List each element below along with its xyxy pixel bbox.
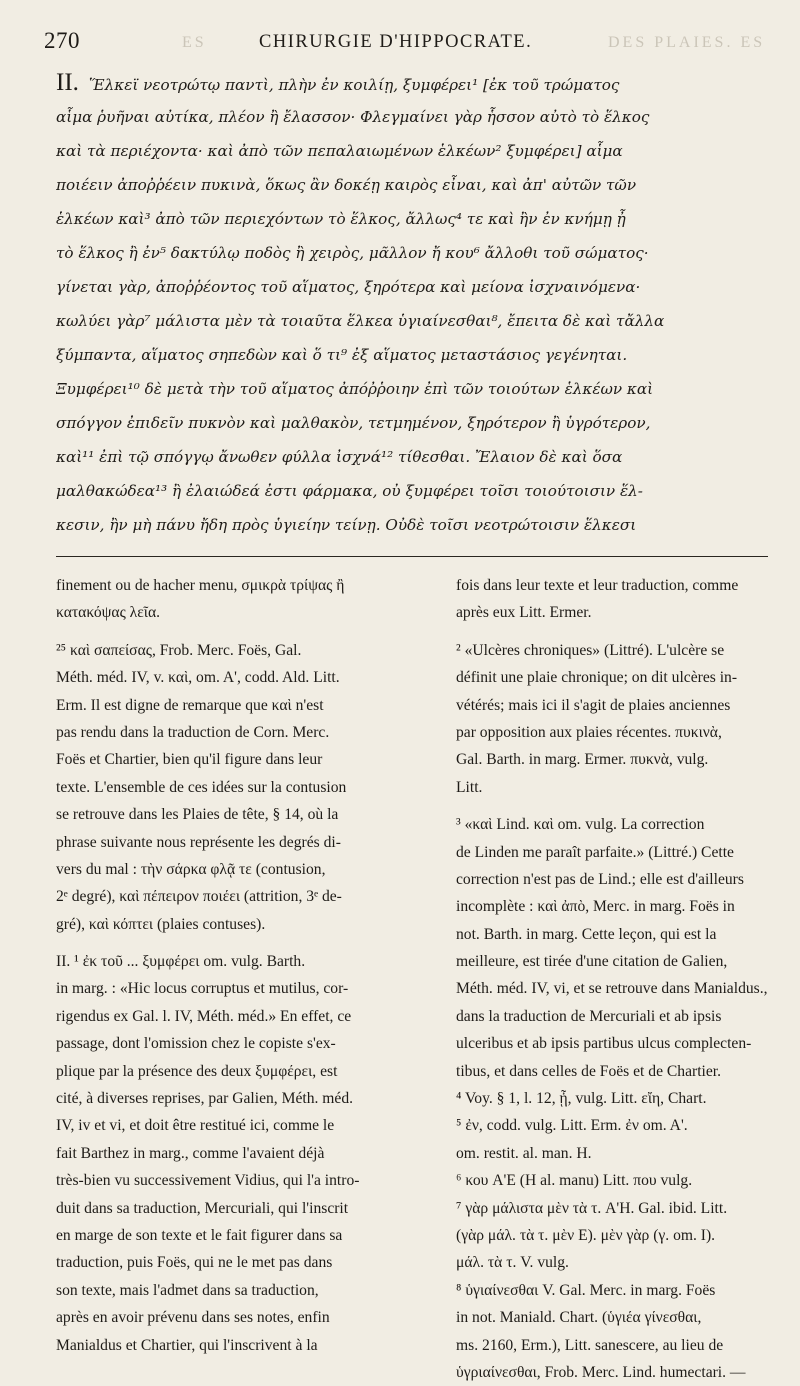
footnote-line: se retrouve dans les Plaies de tête, § 14, où la bbox=[56, 806, 339, 824]
footnote-line: de Linden me paraît parfaite.» (Littré.) Cette bbox=[456, 843, 734, 861]
footnote-line: vers du mal : τὴν σάρκα φλᾷ τε (contusion, bbox=[56, 860, 326, 878]
paragraph-gap bbox=[456, 801, 768, 811]
greek-line: ξύμπαντα, αἵματος σηπεδὼν καὶ ὅ τι⁹ ἐξ αἵματος μεταστάσιος γεγένηται. bbox=[56, 346, 628, 364]
footnote-line: incomplète : καὶ ἀπὸ, Merc. in marg. Foës in bbox=[456, 898, 735, 916]
footnotes-left-column bbox=[56, 572, 388, 1359]
greek-line: μαλθακώδεα¹³ ἢ ἐλαιώδεά ἐστι φάρμακα, οὐ ξυμφέρει τοῖσι τοιούτοισιν ἕλ- bbox=[56, 482, 643, 500]
footnote-line: fois dans leur texte et leur traduction, comme bbox=[456, 577, 739, 594]
footnote-line: ²⁵ καὶ σαπείσας, Frob. Merc. Foës, Gal. bbox=[56, 641, 302, 659]
footnote-line: (γὰρ μάλ. τὰ τ. μὲν E). μὲν γὰρ (γ. om. I). bbox=[456, 1226, 716, 1244]
footnote-line: pas rendu dans la traduction de Corn. Merc. bbox=[56, 723, 330, 741]
footnote-line: tibus, et dans celles de Foës et de Chartier. bbox=[456, 1062, 722, 1080]
footnote-line: Manialdus et Chartier, qui l'inscrivent à la bbox=[56, 1336, 318, 1354]
footnote-line: rigendus ex Gal. l. IV, Méth. méd.» En effet, ce bbox=[56, 1007, 352, 1025]
footnote-line: son texte, mais l'admet dans sa traduction, bbox=[56, 1281, 319, 1299]
greek-line: ἑλκέων καὶ³ ἀπὸ τῶν περιεχόντων τὸ ἕλκος, ἄλλως⁴ τε καὶ ἢν ἐν κνήμῃ ᾖ bbox=[56, 210, 626, 228]
footnote-line: 2ᵉ degré), καὶ πέπειρον ποιέει (attrition, 3ᵉ de- bbox=[56, 888, 342, 906]
footnote-line: cité, à diverses reprises, par Galien, Méth. méd. bbox=[56, 1090, 354, 1108]
footnote-line: après eux Litt. Ermer. bbox=[456, 604, 592, 622]
greek-line: κεσιν, ἢν μὴ πάνυ ἤδη πρὸς ὑγιείην τείνῃ. Οὐδὲ τοῖσι νεοτρώτοισιν ἕλκεσι bbox=[56, 516, 637, 534]
footnote-line: Méth. méd. IV, vi, et se retrouve dans Manialdus., bbox=[456, 980, 768, 998]
footnote-line: phrase suivante nous représente les degrés di- bbox=[56, 833, 341, 851]
footnote-line: in not. Maniald. Chart. (ὑγιέα γίνεσθαι, bbox=[456, 1309, 702, 1327]
footnote-line: om. restit. al. man. H. bbox=[456, 1144, 592, 1162]
footnote-line: finement ou de hacher menu, σμικρὰ τρίψας ἢ bbox=[56, 577, 345, 594]
footnote-line: traduction, puis Foës, qui ne le met pas dans bbox=[56, 1254, 333, 1272]
greek-line: κωλύει γὰρ⁷ μάλιστα μὲν τὰ τοιαῦτα ἕλκεα ὑγιαίνεσθαι⁸, ἔπειτα δὲ καὶ τἄλλα bbox=[56, 312, 665, 330]
greek-line: σπόγγον ἐπιδεῖν πυκνὸν καὶ μαλθακὸν, τετμημένον, ξηρότερον ἢ ὑγρότερον, bbox=[56, 414, 651, 432]
footnote-line: ⁵ ἐν, codd. vulg. Litt. Erm. ἐν om. A'. bbox=[456, 1117, 688, 1135]
footnote-line: ⁷ γὰρ μάλιστα μὲν τὰ τ. A'H. Gal. ibid. Litt. bbox=[456, 1199, 728, 1217]
footnote-line: passage, dont l'omission chez le copiste s'ex- bbox=[56, 1035, 336, 1053]
paragraph-gap bbox=[56, 938, 388, 948]
greek-line: Ξυμφέρει¹⁰ δὲ μετὰ τὴν τοῦ αἵματος ἀπόῤῥοιην ἐπὶ τῶν τοιούτων ἑλκέων καὶ bbox=[56, 380, 654, 398]
footnote-line: Litt. bbox=[456, 778, 483, 796]
page-number: 270 bbox=[44, 28, 80, 53]
footnote-line: meilleure, est tirée d'une citation de Galien, bbox=[456, 953, 728, 971]
footnote-line: ³ «καὶ Lind. καὶ om. vulg. La correction bbox=[456, 816, 705, 834]
footnote-line: texte. L'ensemble de ces idées sur la contusion bbox=[56, 778, 347, 796]
footnote-line: II. ¹ ἐκ τοῦ ... ξυμφέρει om. vulg. Barth. bbox=[56, 953, 306, 971]
footnote-line: IV, iv et vi, et doit être restitué ici, comme le bbox=[56, 1117, 335, 1135]
footnote-line: ulceribus et ab ipsis partibus ulcus complecten- bbox=[456, 1035, 752, 1053]
footnote-line: Méth. méd. IV, v. καὶ, om. A', codd. Ald. Litt. bbox=[56, 669, 340, 687]
running-title: CHIRURGIE D'HIPPOCRATE. bbox=[259, 32, 533, 52]
footnote-line: très-bien vu successivement Vidius, qui l'a intro- bbox=[56, 1172, 360, 1190]
footnote-line: vétérés; mais ici il s'agit de plaies anciennes bbox=[456, 696, 731, 714]
greek-line: καὶ¹¹ ἐπὶ τῷ σπόγγῳ ἄνωθεν φύλλα ἰσχνά¹² τίθεσθαι. Ἔλαιον δὲ καὶ ὅσα bbox=[56, 448, 623, 466]
footnote-line: μάλ. τὰ τ. V. vulg. bbox=[456, 1254, 569, 1272]
footnote-line: in marg. : «Hic locus corruptus et mutilus, cor- bbox=[56, 980, 349, 998]
footnote-line: fait Barthez in marg., comme l'avaient déjà bbox=[56, 1144, 325, 1162]
paragraph-gap bbox=[456, 627, 768, 637]
bleed-through-text: ES bbox=[182, 34, 207, 51]
footnote-line: ὑγριαίνεσθαι, Frob. Merc. Lind. humectari. — bbox=[456, 1363, 746, 1381]
section-divider bbox=[56, 556, 768, 557]
greek-line: καὶ τὰ περιέχοντα· καὶ ἀπὸ τῶν πεπαλαιωμένων ἑλκέων² ξυμφέρει] αἷμα bbox=[56, 142, 623, 160]
footnote-line: Erm. Il est digne de remarque que καὶ n'est bbox=[56, 696, 324, 714]
footnote-line: ms. 2160, Erm.), Litt. sanescere, au lieu de bbox=[456, 1336, 724, 1354]
footnote-line: en marge de son texte et le fait figurer dans sa bbox=[56, 1226, 343, 1244]
footnote-line: définit une plaie chronique; on dit ulcères in- bbox=[456, 669, 738, 687]
footnote-line: not. Barth. in marg. Cette leçon, qui est la bbox=[456, 925, 717, 943]
footnote-line: κατακόψας λεῖα. bbox=[56, 604, 161, 622]
paragraph-gap bbox=[56, 627, 388, 637]
footnote-line: Gal. Barth. in marg. Ermer. πυκνὰ, vulg. bbox=[456, 751, 709, 769]
footnote-line: ⁴ Voy. § 1, l. 12, ᾖ, vulg. Litt. εἴη, Chart. bbox=[456, 1090, 707, 1108]
footnote-line: ⁶ κου A'E (H al. manu) Litt. που vulg. bbox=[456, 1172, 693, 1190]
footnotes-right-column bbox=[456, 572, 768, 1386]
footnote-line: correction n'est pas de Lind.; elle est d'ailleurs bbox=[456, 870, 744, 888]
footnote-line: après en avoir prévenu dans ses notes, enfin bbox=[56, 1309, 330, 1327]
greek-line: II. Ἕλκεϊ νεοτρώτῳ παντὶ, πλὴν ἐν κοιλίῃ, ξυμφέρει¹ [ἐκ τοῦ τρώματος bbox=[56, 69, 620, 96]
footnote-line: plique par la présence des deux ξυμφέρει, est bbox=[56, 1062, 338, 1080]
footnote-line: ² «Ulcères chroniques» (Littré). L'ulcère se bbox=[456, 641, 725, 659]
greek-line: ποιέειν ἀποῤῥέειν πυκινὰ, ὅκως ἂν δοκέῃ καιρὸς εἶναι, καὶ ἀπ' αὐτῶν τῶν bbox=[56, 176, 637, 194]
greek-line: γίνεται γὰρ, ἀποῤῥέοντος τοῦ αἵματος, ξηρότερα καὶ μείονα ἰσχναινόμενα· bbox=[56, 278, 641, 296]
greek-text-block bbox=[56, 66, 770, 542]
section-number: II. bbox=[56, 69, 79, 96]
footnote-line: gré), καὶ κόπτει (plaies contuses). bbox=[56, 915, 266, 933]
footnote-line: Foës et Chartier, bien qu'il figure dans leur bbox=[56, 751, 323, 769]
greek-line: αἷμα ῥυῆναι αὐτίκα, πλέον ἢ ἔλασσον· Φλεγμαίνει γὰρ ἧσσον αὐτὸ τὸ ἕλκος bbox=[56, 108, 650, 126]
footnote-line: duit dans sa traduction, Mercuriali, qui l'inscrit bbox=[56, 1199, 349, 1217]
bleed-through-text: DES PLAIES. ES bbox=[608, 34, 766, 51]
footnote-line: ⁸ ὑγιαίνεσθαι V. Gal. Merc. in marg. Foës bbox=[456, 1281, 716, 1299]
footnote-line: par opposition aux plaies récentes. πυκινὰ, bbox=[456, 723, 722, 741]
footnote-line: dans la traduction de Mercuriali et ab ipsis bbox=[456, 1007, 722, 1025]
greek-line: τὸ ἕλκος ἢ ἐν⁵ δακτύλῳ ποδὸς ἢ χειρὸς, μᾶλλον ἤ κου⁶ ἄλλοθι τοῦ σώματος· bbox=[56, 244, 649, 262]
